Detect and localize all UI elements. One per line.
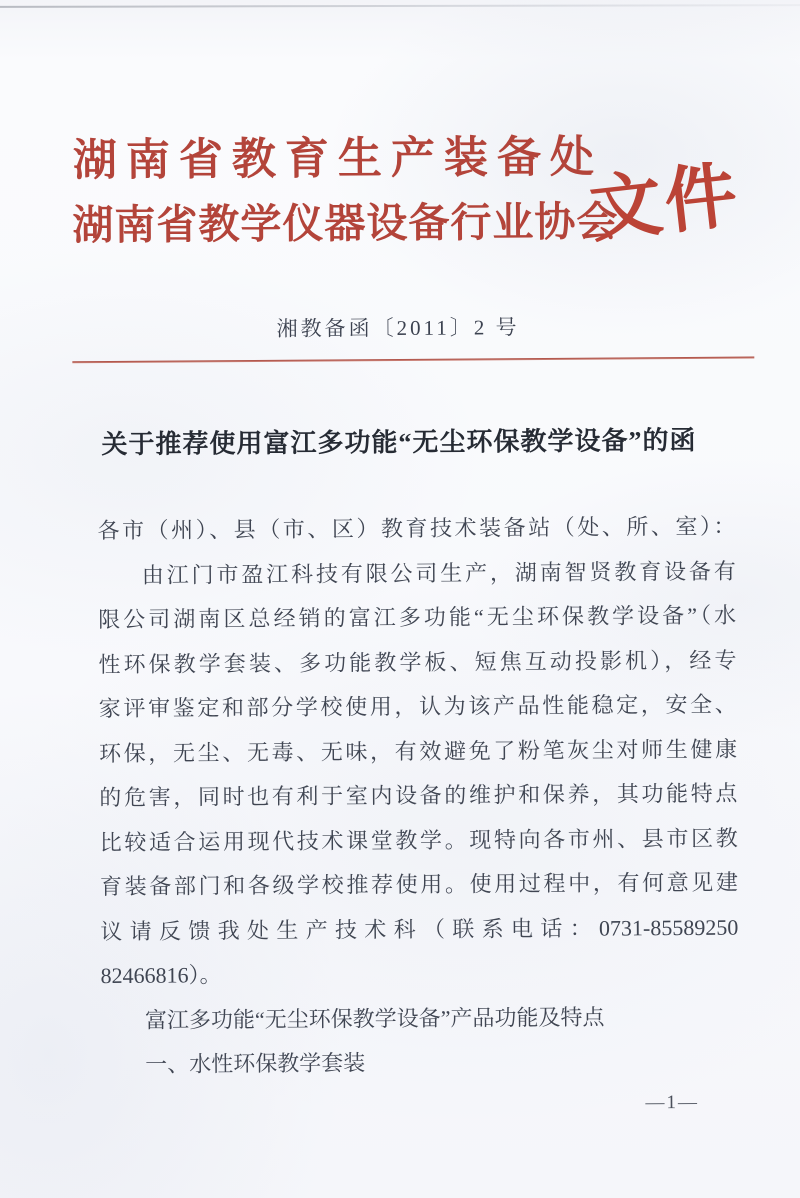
body-subheading-section-one: 一、水性环保教学套装 <box>145 1050 366 1077</box>
body-line: 限公司湖南区总经销的富江多功能“无尘环保教学设备”（水 <box>98 602 737 633</box>
body-line: 议请反馈我处生产技术科（联系电话：0731-85589250 <box>100 914 739 944</box>
letterhead-org-line1: 湖南省教育生产装备处 <box>72 132 604 186</box>
letterhead-red-rule <box>72 357 754 364</box>
letterhead-doc-type-label: 文件 <box>585 154 744 252</box>
body-line: 82466816）。 <box>100 962 222 989</box>
reference-number: 湘教备函〔2011〕2 号 <box>276 315 520 341</box>
body-line: 环保，无尘、无毒、无味，有效避免了粉笔灰尘对师生健康 <box>98 736 738 766</box>
body-subheading-product-features: 富江多功能“无尘环保教学设备”产品功能及特点 <box>144 1004 605 1033</box>
body-line: 比较适合运用现代技术课堂教学。现特向各市州、县市区教 <box>99 825 738 855</box>
letterhead-org-line2: 湖南省教学仪器设备行业协会 <box>72 198 619 249</box>
page-number: —1— <box>645 1091 700 1114</box>
document-body <box>97 505 739 1088</box>
body-line: 由江门市盈江科技有限公司生产，湖南智贤教育设备有 <box>141 558 736 588</box>
body-line: 的危害，同时也有利于室内设备的维护和保养，其功能特点 <box>99 780 738 811</box>
body-line: 家评审鉴定和部分学校使用，认为该产品性能稳定，安全、 <box>98 691 737 722</box>
document-title: 关于推荐使用富江多功能“无尘环保教学设备”的函 <box>101 425 697 460</box>
body-line: 各市（州）、县（市、区）教育技术装备站（处、所、室）： <box>97 513 736 544</box>
body-line: 育装备部门和各级学校推荐使用。使用过程中，有何意见建 <box>99 869 739 900</box>
body-line: 性环保教学套装、多功能教学板、短焦互动投影机），经专 <box>98 647 737 677</box>
